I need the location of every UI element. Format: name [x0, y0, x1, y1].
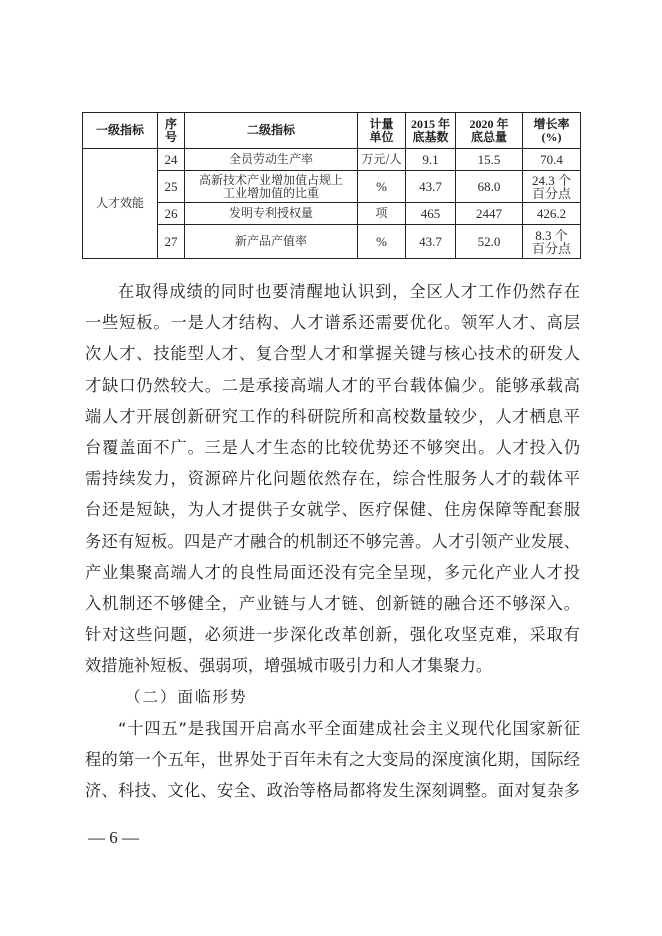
group-label: 人才效能 — [83, 149, 158, 259]
header-base2015: 2015 年 底基数 — [406, 113, 456, 149]
text-line: 产业集聚高端人才的良性局面还没有完全呈现，多元化产业人才投 — [85, 562, 580, 582]
growth-cell: 426.2 — [523, 203, 581, 225]
header-total2020: 2020 年 底总量 — [456, 113, 523, 149]
section-heading: （二）面临形势 — [125, 687, 248, 706]
growth-cell: 8.3 个 百分点 — [523, 225, 581, 259]
unit-cell: 项 — [358, 203, 406, 225]
text-line: 次人才、技能型人才、复合型人才和掌握关键与核心技术的研发人 — [85, 344, 580, 364]
seq-cell: 24 — [158, 149, 185, 171]
base2015-cell: 9.1 — [406, 149, 456, 171]
page-number: — 6 — — [88, 828, 139, 847]
text-line: 针对这些问题，必须进一步深化改革创新，强化攻坚克难，采取有 — [85, 625, 580, 645]
indicator-cell: 全员劳动生产率 — [185, 149, 358, 171]
base2015-cell: 465 — [406, 203, 456, 225]
text-line: 在取得成绩的同时也要清醒地认识到，全区人才工作仍然存在 — [118, 282, 580, 301]
text-line: 端人才开展创新研究工作的科研院所和高校数量较少，人才栖息平 — [85, 406, 580, 426]
seq-cell: 26 — [158, 203, 185, 225]
text-line: 务还有短板。四是产才融合的机制还不够完善。人才引领产业发展、 — [85, 531, 580, 551]
indicator-table — [82, 112, 581, 259]
text-line: 才缺口仍然较大。二是承接高端人才的平台载体偏少。能够承载高 — [85, 375, 580, 395]
text-line: 入机制还不够健全，产业链与人才链、创新链的融合还不够深入。 — [85, 594, 580, 614]
unit-cell: % — [358, 225, 406, 259]
indicator-cell: 发明专利授权量 — [185, 203, 358, 225]
table-row — [83, 203, 581, 225]
base2015-cell: 43.7 — [406, 171, 456, 203]
growth-cell: 24.3 个 百分点 — [523, 171, 581, 203]
paragraph-situation — [85, 713, 580, 807]
paragraph-shortcomings — [85, 276, 580, 682]
total2020-cell: 68.0 — [456, 171, 523, 203]
table-row — [83, 225, 581, 259]
table-row — [83, 171, 581, 203]
text-line: 台还是短缺，为人才提供子女就学、医疗保健、住房保障等配套服 — [85, 500, 580, 520]
indicator-cell: 新产品产值率 — [185, 225, 358, 259]
seq-cell: 25 — [158, 171, 185, 203]
seq-cell: 27 — [158, 225, 185, 259]
text-line: 济、科技、文化、安全、政治等格局都将发生深刻调整。面对复杂多 — [85, 781, 580, 801]
table-header-row — [83, 113, 581, 149]
body-text — [85, 276, 580, 806]
growth-cell: 70.4 — [523, 149, 581, 171]
total2020-cell: 15.5 — [456, 149, 523, 171]
text-line: 需持续发力，资源碎片化问题依然存在，综合性服务人才的载体平 — [85, 469, 580, 489]
total2020-cell: 2447 — [456, 203, 523, 225]
text-line: 一些短板。一是人才结构、人才谱系还需要优化。领军人才、高层 — [85, 313, 580, 333]
text-line: 程的第一个五年，世界处于百年未有之大变局的深度演化期，国际经 — [85, 750, 580, 770]
header-level2: 二级指标 — [185, 113, 358, 149]
header-seq: 序 号 — [158, 113, 185, 149]
header-level1: 一级指标 — [83, 113, 158, 149]
table-row — [83, 149, 581, 171]
total2020-cell: 52.0 — [456, 225, 523, 259]
text-line: “十四五”是我国开启高水平全面建成社会主义现代化国家新征 — [118, 718, 580, 738]
header-unit: 计量 单位 — [358, 113, 406, 149]
text-line: 台覆盖面不广。三是人才生态的比较优势还不够突出。人才投入仍 — [85, 438, 580, 458]
text-line: 效措施补短板、强弱项，增强城市吸引力和人才集聚力。 — [85, 656, 493, 676]
unit-cell: % — [358, 171, 406, 203]
header-growth: 增长率 (%) — [523, 113, 581, 149]
base2015-cell: 43.7 — [406, 225, 456, 259]
unit-cell: 万元/人 — [358, 149, 406, 171]
indicator-cell: 高新技术产业增加值占规上 工业增加值的比重 — [185, 171, 358, 203]
